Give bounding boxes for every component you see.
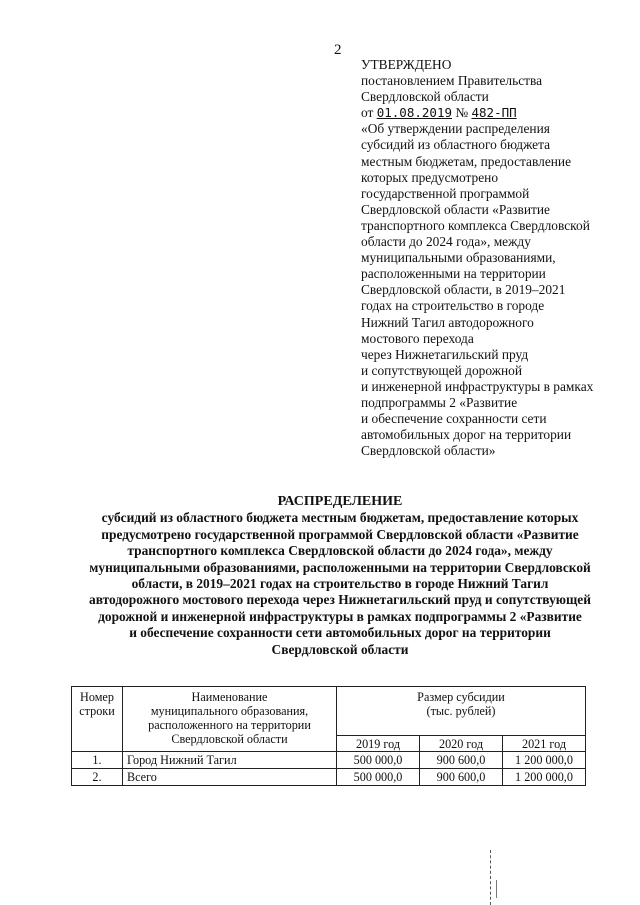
date-value: 01.08.2019 (376, 105, 452, 121)
approval-line: и инженерной инфраструктуры в рамках (361, 378, 594, 394)
document-title (70, 494, 610, 658)
header-text: расположенного на территории (148, 718, 311, 732)
header-year-2021: 2021 год (503, 736, 586, 752)
subsidy-table (71, 686, 586, 786)
approval-line: Свердловской области «Развитие (361, 201, 550, 217)
scan-artifact-line (490, 850, 492, 905)
title-line: и обеспечение сохранности сети автомобильных дорог на территории (129, 625, 551, 641)
approval-line: автомобильных дорог на территории (361, 427, 572, 443)
table-row (72, 769, 586, 786)
number-value: 482-ПП (471, 105, 517, 121)
approval-line: через Нижнетагильский пруд (361, 346, 529, 362)
header-text: (тыс. рублей) (426, 704, 496, 718)
row-value-2021: 1 200 000,0 (503, 752, 586, 769)
approval-block (361, 57, 621, 459)
approval-line: подпрограммы 2 «Развитие (361, 394, 518, 410)
approval-line: расположенными на территории (361, 266, 546, 282)
row-value-2019: 500 000,0 (337, 752, 420, 769)
approval-line: и сопутствующей дорожной (361, 362, 523, 378)
title-line: автодорожного мостового перехода через Нижнетагильский пруд и сопутствующей (89, 592, 591, 608)
approval-line: Свердловской области (361, 89, 489, 105)
header-text: строки (79, 704, 115, 718)
approval-line: и обеспечение сохранности сети (361, 411, 547, 427)
approval-line: постановлением Правительства (361, 73, 543, 89)
header-subsidy-size (337, 687, 586, 736)
approval-line: годах на строительство в городе (361, 298, 545, 314)
header-text: Номер (80, 690, 114, 704)
approval-line: мостового перехода (361, 330, 474, 346)
approval-line: муниципальными образованиями, (361, 250, 556, 266)
row-value-2020: 900 600,0 (420, 752, 503, 769)
title-line: предусмотрено государственной программой Свердловской области «Развитие (101, 526, 579, 542)
header-year-2020: 2020 год (420, 736, 503, 752)
header-text: Размер субсидии (417, 690, 505, 704)
title-line: Свердловской области (271, 641, 409, 657)
title-line: субсидий из областного бюджета местным бюджетам, предоставление которых (101, 510, 579, 526)
approval-line: «Об утверждении распределения (361, 121, 550, 137)
header-text: Свердловской области (171, 732, 288, 746)
header-row-number (72, 687, 123, 752)
title-heading: РАСПРЕДЕЛЕНИЕ (277, 494, 403, 509)
header-text: Наименование (191, 690, 268, 704)
number-prefix: № (455, 105, 469, 121)
row-value-2019: 500 000,0 (337, 769, 420, 786)
approval-line: Свердловской области» (361, 443, 496, 459)
title-line: муниципальными образованиями, расположенными на территории Свердловской (89, 559, 591, 575)
row-value-2021: 1 200 000,0 (503, 769, 586, 786)
row-municipality: Всего (123, 769, 337, 786)
row-number: 1. (72, 752, 123, 769)
row-municipality: Город Нижний Тагил (123, 752, 337, 769)
header-year-2019: 2019 год (337, 736, 420, 752)
approval-header: УТВЕРЖДЕНО (361, 57, 452, 72)
approval-line: государственной программой (361, 185, 530, 201)
approval-line: области до 2024 года», между (361, 234, 531, 250)
title-line: дорожной и инженерной инфраструктуры в рамках подпрограммы 2 «Развитие (98, 608, 582, 624)
approval-date-line (361, 105, 621, 121)
table-row (72, 752, 586, 769)
approval-line: транспортного комплекса Свердловской (361, 217, 590, 233)
approval-line: местным бюджетам, предоставление (361, 153, 572, 169)
page-number: 2 (334, 42, 342, 58)
title-line: области, в 2019–2021 годах на строительство в городе Нижний Тагил (131, 576, 549, 592)
row-number: 2. (72, 769, 123, 786)
header-municipality (123, 687, 337, 752)
approval-line: Свердловской области, в 2019–2021 (361, 282, 566, 298)
approval-line: субсидий из областного бюджета (361, 137, 551, 153)
approval-line: Нижний Тагил автодорожного (361, 314, 534, 330)
date-prefix: от (361, 105, 374, 121)
scan-artifact-tick (496, 880, 497, 898)
header-text: муниципального образования, (150, 704, 309, 718)
approval-line: которых предусмотрено (361, 169, 499, 185)
title-line: транспортного комплекса Свердловской области до 2024 года», между (127, 543, 553, 559)
row-value-2020: 900 600,0 (420, 769, 503, 786)
